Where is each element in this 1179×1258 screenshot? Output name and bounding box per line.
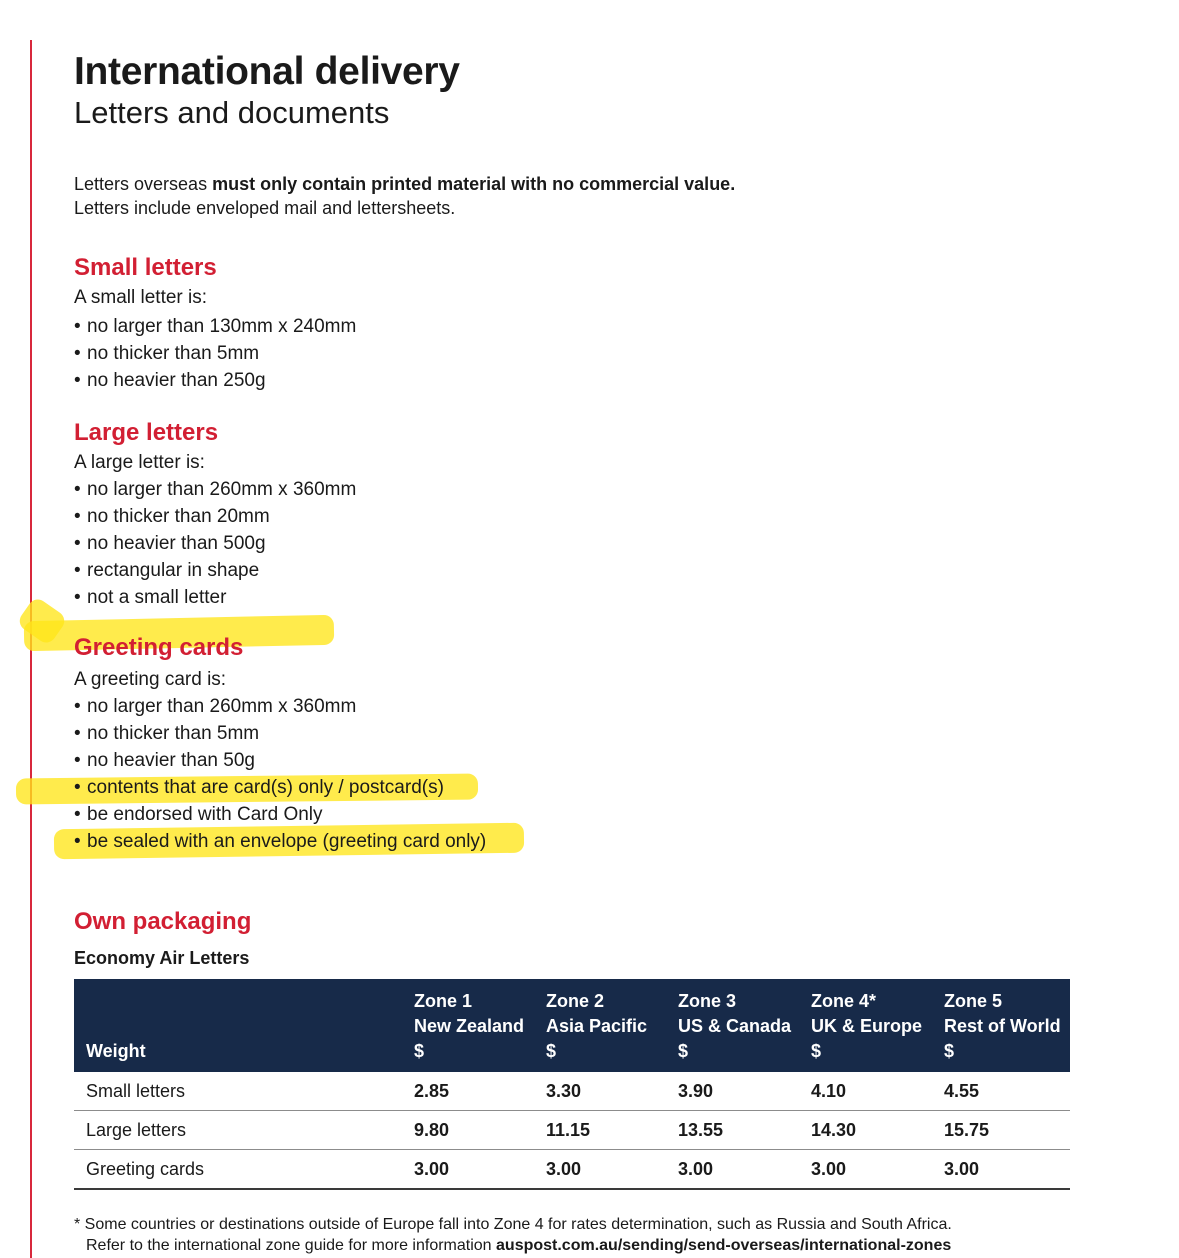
small-letters-list [74, 313, 356, 394]
table-row: Small letters 2.85 3.30 3.90 4.10 4.55 [74, 1072, 1070, 1111]
list-item: • contents that are card(s) only / postcard(s) [74, 777, 444, 798]
greeting-cards-list [74, 693, 486, 855]
list-item: • no larger than 260mm x 360mm [74, 479, 357, 500]
page-subtitle: Letters and documents [74, 95, 390, 130]
table-header-row [74, 979, 1070, 1072]
small-letters-heading: Small letters [74, 254, 217, 281]
weight-column-header: Weight [74, 979, 408, 1072]
table-row: Large letters 9.80 11.15 13.55 14.30 15.75 [74, 1111, 1070, 1150]
zone-3-header: Zone 3 US & Canada $ [672, 979, 805, 1072]
small-letters-section [74, 252, 356, 394]
zone-5-header: Zone 5 Rest of World $ [938, 979, 1070, 1072]
intro-text [74, 172, 735, 220]
list-item: • no heavier than 500g [74, 533, 266, 554]
list-item: • no larger than 130mm x 240mm [74, 316, 357, 337]
large-letters-heading: Large letters [74, 419, 219, 446]
list-item: • no larger than 260mm x 360mm [74, 696, 357, 717]
intro-line-2: Letters include enveloped mail and lettersheets. [74, 198, 456, 218]
zone-guide-link[interactable]: auspost.com.au/sending/send-overseas/international-zones [496, 1237, 952, 1254]
list-item: • rectangular in shape [74, 560, 260, 581]
list-item: • no thicker than 20mm [74, 506, 270, 527]
list-item: • be endorsed with Card Only [74, 804, 323, 825]
economy-air-letters-subheading: Economy Air Letters [74, 948, 250, 968]
large-letters-section [74, 417, 356, 611]
greeting-cards-heading: Greeting cards [74, 634, 244, 661]
large-letters-lead: A large letter is: [74, 452, 205, 473]
page-title: International delivery [74, 50, 460, 93]
list-item: • no heavier than 250g [74, 370, 266, 391]
list-item: • no thicker than 5mm [74, 343, 260, 364]
rates-table [74, 979, 1070, 1190]
footnote-line-1: * Some countries or destinations outside of Europe fall into Zone 4 for rates determination, such as Russia and South Africa. [74, 1216, 952, 1233]
table-row: Greeting cards 3.00 3.00 3.00 3.00 3.00 [74, 1150, 1070, 1190]
large-letters-list [74, 476, 356, 611]
list-item: • be sealed with an envelope (greeting card only) [74, 831, 487, 852]
zone-1-header: Zone 1 New Zealand $ [408, 979, 540, 1072]
footnote [74, 1214, 952, 1256]
list-item: • not a small letter [74, 587, 227, 608]
greeting-cards-section [74, 632, 486, 855]
own-packaging-heading: Own packaging [74, 908, 252, 935]
intro-line-1 [74, 172, 735, 196]
greeting-cards-lead: A greeting card is: [74, 669, 227, 690]
zone-4-header: Zone 4* UK & Europe $ [805, 979, 938, 1072]
zone-2-header: Zone 2 Asia Pacific $ [540, 979, 672, 1072]
footnote-line-2: Refer to the international zone guide for more information auspost.com.au/sending/send-overseas/international-zones [86, 1237, 952, 1254]
intro-line-1-bold: must only contain printed material with no commercial value. [212, 174, 736, 194]
own-packaging-section [74, 906, 251, 938]
small-letters-lead: A small letter is: [74, 287, 208, 308]
list-item: • no thicker than 5mm [74, 723, 260, 744]
intro-line-1-prefix: Letters overseas [74, 174, 213, 194]
list-item: • no heavier than 50g [74, 750, 255, 771]
